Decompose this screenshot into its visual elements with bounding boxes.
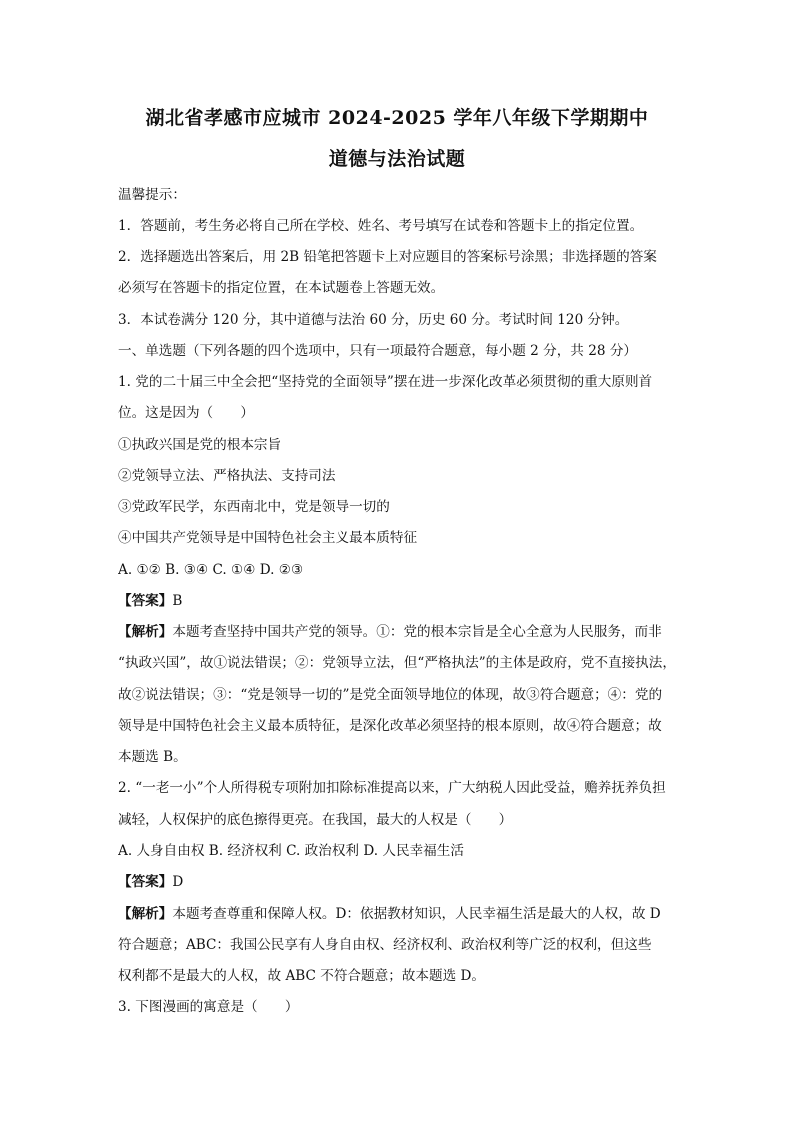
q1-option-3: ③党政军民学，东西南北中，党是领导一切的 <box>118 499 390 515</box>
q1-analysis-line2: “执政兴国”，故①说法错误；②：党领导立法，但“严格执法”的主体是政府，党不直接执法， <box>118 655 676 671</box>
q2-stem-line2: 减轻，人权保护的底色擦得更亮。在我国，最大的人权是（ ） <box>118 812 513 828</box>
q1-answer-label: 【答案】 <box>118 593 173 609</box>
q2-analysis-text-1: 本题考查尊重和保障人权。D：依据教材知识，人民幸福生活是最大的人权，故 D <box>172 906 661 922</box>
q1-choices: A. ①② B. ③④ C. ①④ D. ②③ <box>118 562 304 578</box>
q1-option-1: ①执政兴国是党的根本宗旨 <box>118 437 282 453</box>
q1-analysis-label: 【解析】 <box>118 624 173 640</box>
q1-option-2: ②党领导立法、严格执法、支持司法 <box>118 468 336 484</box>
q2-answer-value: D <box>172 874 184 890</box>
q2-analysis-label: 【解析】 <box>118 906 173 922</box>
q2-answer-label: 【答案】 <box>118 874 173 890</box>
q2-analysis-line1 <box>118 905 678 923</box>
notice-item-1: 1．答题前，考生务必将自己所在学校、姓名、考号填写在试卷和答题卡上的指定位置。 <box>118 218 644 234</box>
q1-analysis-line1 <box>118 623 678 641</box>
q1-analysis-line5: 本题选 B。 <box>118 749 187 765</box>
q1-analysis-line4: 领导是中国特色社会主义最本质特征，是深化改革必须坚持的根本原则，故④符合题意；故 <box>118 718 662 734</box>
notice-item-2-cont: 必须写在答题卡的指定位置，在本试题卷上答题无效。 <box>118 280 445 296</box>
notice-heading: 温馨提示： <box>118 187 186 203</box>
q1-analysis-text-1: 本题考查坚持中国共产党的领导。①：党的根本宗旨是全心全意为人民服务，而非 <box>172 624 662 640</box>
q2-answer <box>118 873 678 891</box>
notice-item-2: 2．选择题选出答案后，用 2B 铅笔把答题卡上对应题目的答案标号涂黑；非选择题的答案 <box>118 249 657 265</box>
document-title-line2: 道德与法治试题 <box>328 148 466 170</box>
q1-answer-value: B <box>172 593 183 609</box>
q1-stem-line2: 位。这是因为（ ） <box>118 405 254 421</box>
notice-item-3: 3．本试卷满分 120 分，其中道德与法治 60 分，历史 60 分。考试时间 120 分钟。 <box>118 312 629 328</box>
q3-stem-line1: 3. 下图漫画的寓意是（ ） <box>118 999 299 1015</box>
q1-answer <box>118 592 678 610</box>
q2-analysis-line3: 权利都不是最大的人权，故 ABC 不符合题意；故本题选 D。 <box>118 968 485 984</box>
section-heading: 一、单选题（下列各题的四个选项中，只有一项最符合题意，每小题 2 分，共 28 分） <box>118 343 638 359</box>
q2-stem-line1: 2. “一老一小”个人所得税专项附加扣除标准提高以来，广大纳税人因此受益，赡养抚养负担 <box>118 780 666 796</box>
document-title-line1: 湖北省孝感市应城市 2024-2025 学年八年级下学期期中 <box>145 107 649 129</box>
q2-choices: A. 人身自由权 B. 经济权利 C. 政治权利 D. 人民幸福生活 <box>118 843 464 859</box>
q1-analysis-line3: 故②说法错误；③：“党是领导一切的”是党全面领导地位的体现，故③符合题意；④：党的 <box>118 687 663 703</box>
q1-option-4: ④中国共产党领导是中国特色社会主义最本质特征 <box>118 530 418 546</box>
q1-stem-line1: 1. 党的二十届三中全会把“坚持党的全面领导”摆在进一步深化改革必须贯彻的重大原则首 <box>118 374 653 390</box>
q2-analysis-line2: 符合题意；ABC：我国公民享有人身自由权、经济权利、政治权利等广泛的权利，但这些 <box>118 937 652 953</box>
